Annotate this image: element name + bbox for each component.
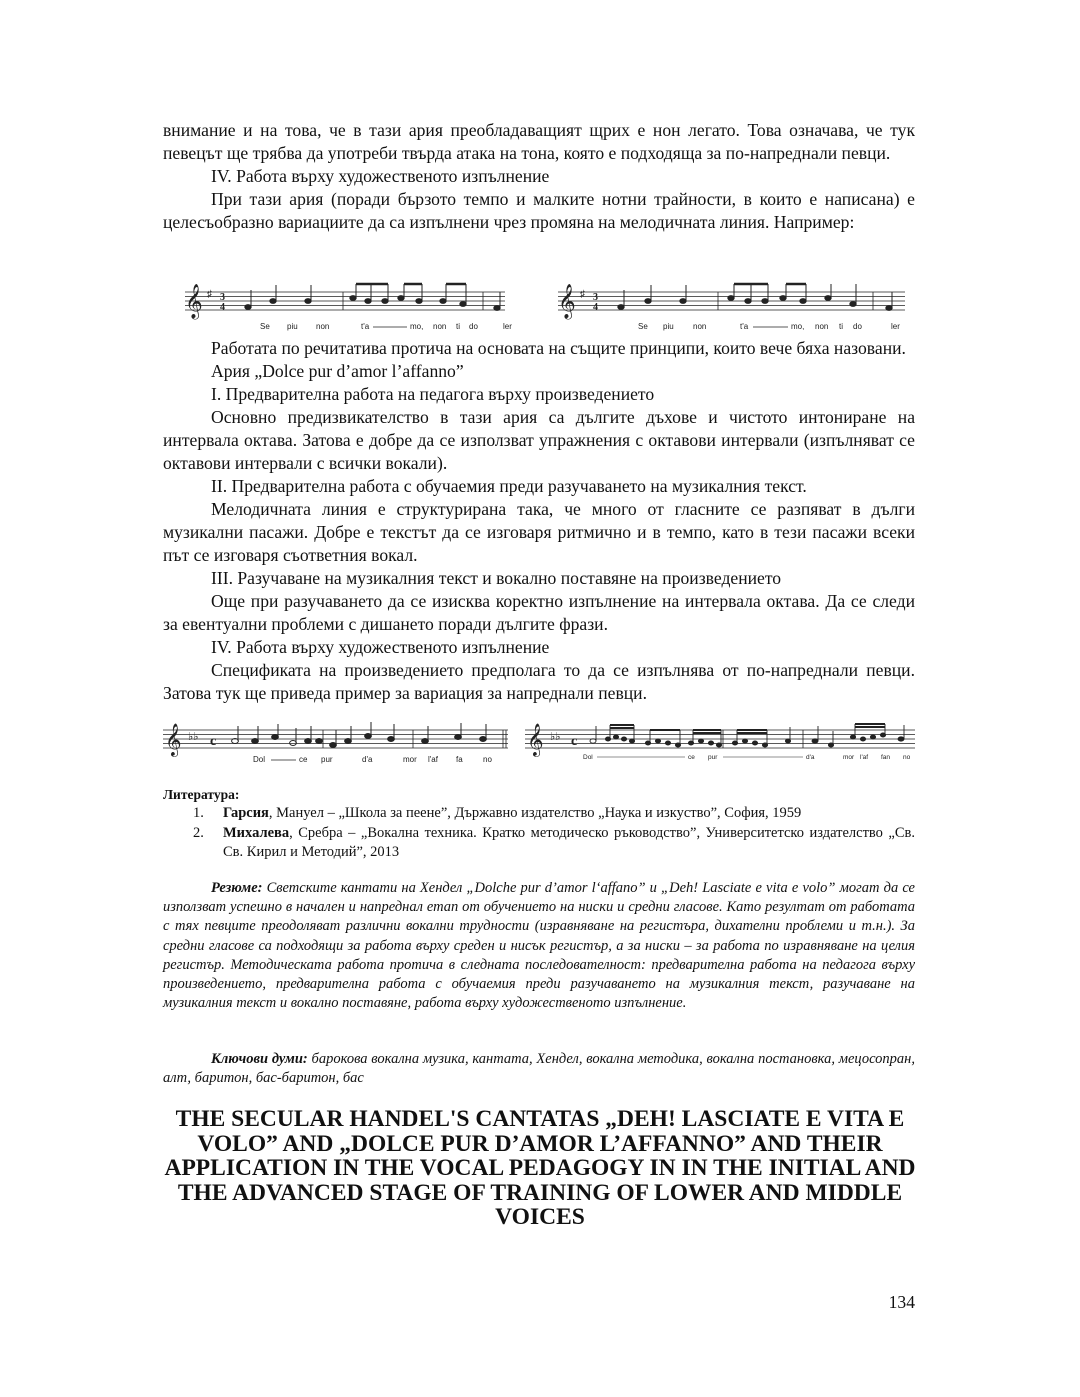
section-heading: III. Разучаване на музикалния текст и вокално поставяне на произведението <box>211 568 782 588</box>
treble-clef-icon: 𝄞 <box>527 723 544 756</box>
reference-number: 2. <box>193 825 204 841</box>
lyric: piu <box>287 322 298 331</box>
paragraph: Мелодичната линия е структурирана така, че много от гласните се разпяват в дълги музикални пасажи. Добре е текстът да се изговаря ритмично и в темпо, като в тези пасажи всеки път се изговаря съответния вокал. <box>163 499 915 565</box>
time-signature-bottom: 4 <box>220 302 225 313</box>
lyric: ce <box>688 754 695 761</box>
summary-label: Резюме: <box>211 880 263 896</box>
lyric: do <box>469 322 478 331</box>
paragraph: Работата по речитатива протича на основата на същите принципи, които вече бяха назовани. <box>211 338 906 358</box>
common-time-icon: c <box>571 734 578 749</box>
lyric: mo, <box>410 322 424 331</box>
reference-item <box>163 804 915 823</box>
lyric: non <box>433 322 447 331</box>
lyric: ti <box>839 322 843 331</box>
lyric: non <box>316 322 330 331</box>
reference-number: 1. <box>193 805 204 821</box>
section-heading: II. Предварителна работа с обучаемия преди разучаването на музикалния текст. <box>211 476 807 496</box>
treble-clef-icon: 𝄞 <box>558 284 576 319</box>
lyric: ler <box>503 322 512 331</box>
lyric: l'af <box>428 755 438 764</box>
reference-item <box>163 824 915 862</box>
lyric: Se <box>638 322 648 331</box>
lyric: l'af <box>860 754 869 761</box>
notes-left <box>245 284 500 310</box>
lyric: t'a <box>361 322 370 331</box>
lyric: non <box>815 322 829 331</box>
reference-text: , Мануел – „Школа за пеене”, Държавно издателство „Наука и изкуство”, София, 1959 <box>268 805 802 821</box>
time-signature-bottom: 4 <box>593 302 598 313</box>
literature-title: Литература: <box>163 787 240 802</box>
lyrics-left <box>260 322 512 331</box>
notes-right <box>618 284 892 310</box>
treble-clef-icon: 𝄞 <box>165 723 182 756</box>
lyric: Se <box>260 322 270 331</box>
treble-clef-icon: 𝄞 <box>185 284 203 319</box>
paragraph: При тази ария (поради бързото темпо и малките нотни трайности, в които е написана) е целесъобразно вариациите да са изпълнени чрез промяна на мелодичната линия. Например: <box>163 189 915 232</box>
section-heading: I. Предварителна работа на педагога върху произведението <box>211 384 655 404</box>
english-title: THE SECULAR HANDEL'S CANTATAS „DEH! LASCIATE E VITA E VOLO” AND „DOLCE PUR D’AMOR L’AFFANNO” AND THEIR APPLICATION IN THE VOCAL PEDAGOGY IN IN THE INITIAL AND THE ADVANCED STAGE OF TRAINING OF LOWER AND MIDDLE VOICES <box>164 1106 916 1230</box>
lyric: fa <box>456 755 463 764</box>
summary-text: Светските кантати на Хендел „Dolche pur d’amor l‘affano” и „Deh! Lasciate e vita e volo” могат да се използват успешно в начален и напреднал етап от обучението на ниски и средни гласове. Като резултат от работата с тях певците преодоляват различни вокални трудности (изравняване на регистъра, дихателни проблеми и т.н.). За средни гласове са подходящи за работа върху среден и нисък регистър, а за ниски – за работа по изравняване на целия регистър. Методическата работа протича в следната последователност: предварителна работа на педагога върху произведението, предварителна работа с обучаемия преди разучаването на музикалния текст, разучаване на музикалния текст и вокално поставяне, работа върху художественото изпълнение. <box>163 880 915 1012</box>
reference-author: Михалева <box>223 825 290 841</box>
sharp-icon: ♯ <box>580 289 585 300</box>
lyric: no <box>903 754 911 761</box>
lyric: mor <box>843 754 855 761</box>
common-time-icon: c <box>210 734 217 749</box>
section-heading: Ария „Dolce pur d’amor l’affanno” <box>211 361 464 381</box>
lyric: pur <box>708 754 718 761</box>
lyric: ti <box>456 322 460 331</box>
paragraph: Спецификата на произведението предполага то да се изпълнява от по-напреднали певци. Затова тук ще приведа пример за вариация за напреднали певци. <box>163 660 915 703</box>
sheet-music-2 <box>163 722 915 768</box>
keywords-label: Ключови думи: <box>211 1051 308 1067</box>
lyrics-left-2 <box>253 755 492 764</box>
keywords-text: барокова вокална музика, кантата, Хендел, вокална методика, вокална постановка, мецосопран, алт, баритон, бас-баритон, бас <box>163 1051 915 1087</box>
lyric: piu <box>663 322 674 331</box>
sharp-icon: ♯ <box>207 289 212 300</box>
text-block-middle <box>163 337 915 705</box>
lyric: mo, <box>791 322 805 331</box>
flat-icon: ♭♭ <box>188 731 199 743</box>
reference-list <box>163 804 915 863</box>
music-example-1 <box>163 280 915 334</box>
lyric: Dol <box>253 755 266 764</box>
lyric: d'a <box>806 754 815 761</box>
paragraph: Още при разучаването да се изисква коректно изпълнение на интервала октава. Да се следи за евентуални проблеми с дишането поради дългите фрази. <box>163 591 915 634</box>
lyric: Dol <box>583 754 593 761</box>
flat-icon: ♭♭ <box>550 731 561 743</box>
text-block-top <box>163 119 915 234</box>
lyrics-right-2 <box>583 754 911 761</box>
lyric: non <box>693 322 707 331</box>
time-signature-top: 3 <box>220 292 225 303</box>
lyric: d'a <box>362 755 373 764</box>
lyric: mor <box>403 755 417 764</box>
lyric: no <box>483 755 492 764</box>
summary <box>163 879 915 1013</box>
keywords <box>163 1050 915 1088</box>
lyric: pur <box>321 755 333 764</box>
lyric: t'a <box>740 322 749 331</box>
reference-author: Гарсия <box>223 805 269 821</box>
music-example-2 <box>163 722 915 768</box>
lyric: fan <box>881 754 891 761</box>
lyric: do <box>853 322 862 331</box>
lyric: ce <box>299 755 308 764</box>
sheet-music-1 <box>163 280 915 334</box>
lyrics-right <box>638 322 900 331</box>
paragraph: Основно предизвикателство в тази ария са дългите дъхове и чистото интониране на интервала октава. Затова е добре да се използват упражнения с октавови интервали (изпълняват се октавови интервали с всички вокали). <box>163 407 915 473</box>
time-signature-top: 3 <box>593 292 598 303</box>
section-heading: IV. Работа върху художественото изпълнение <box>211 637 550 657</box>
reference-text: , Сребра – „Вокална техника. Кратко методическо ръководство”, Университетско издателство „Св. Св. Кирил и Методий”, 2013 <box>223 825 915 860</box>
lyric: ler <box>891 322 900 331</box>
section-heading: IV. Работа върху художественото изпълнение <box>211 166 550 186</box>
paragraph: внимание и на това, че в тази ария преобладаващият щрих е нон легато. Това означава, че тук певецът ще трябва да употреби твърда атака на тона, която е подходяща за по-напреднали певци. <box>163 120 915 163</box>
page-number: 134 <box>888 1292 915 1312</box>
